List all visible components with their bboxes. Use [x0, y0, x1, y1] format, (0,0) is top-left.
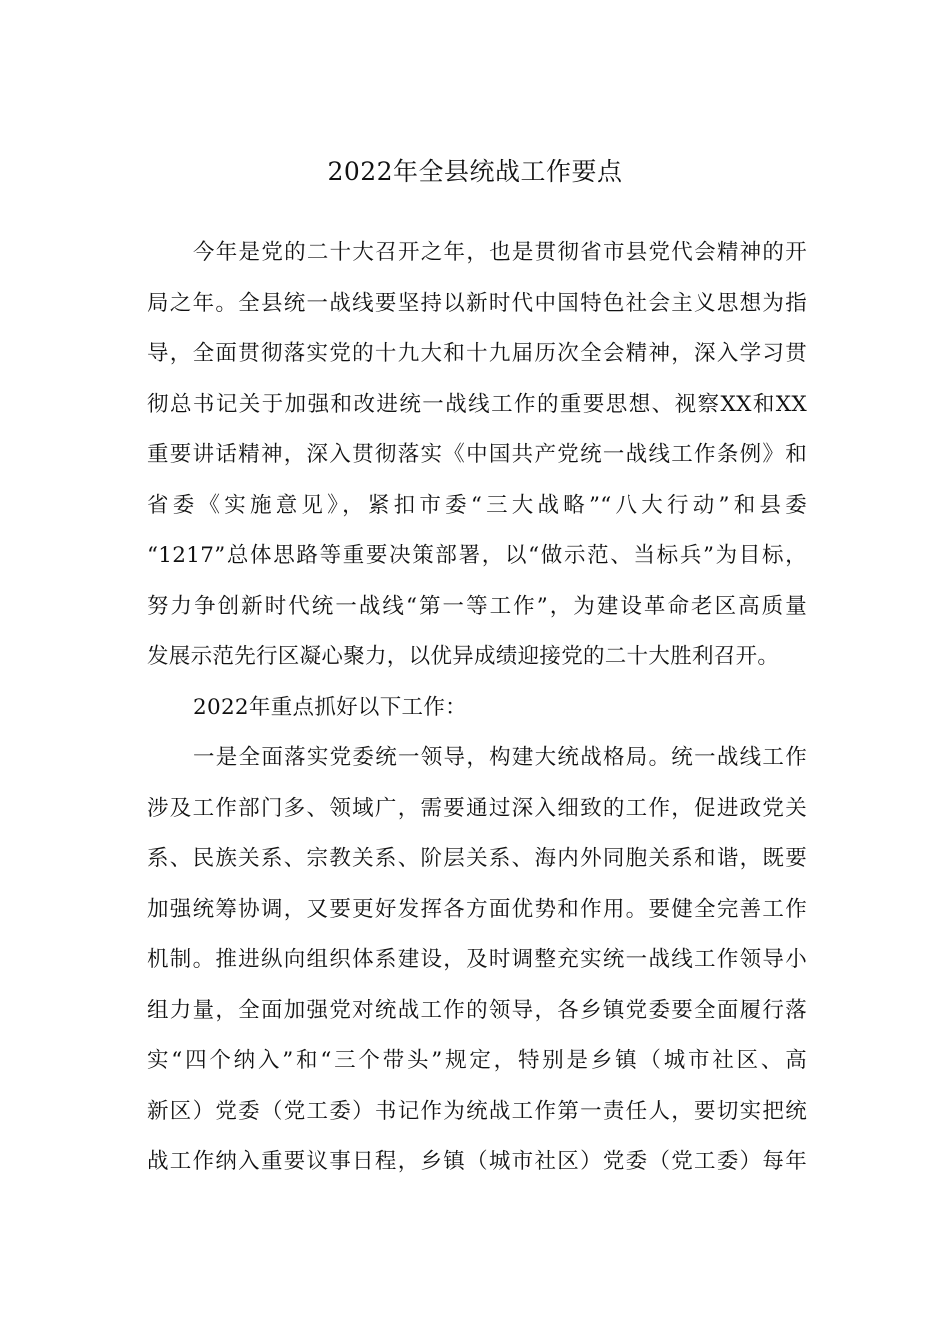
text-line: 导，全面贯彻落实党的十九大和十九届历次全会精神，深入学习贯 — [147, 341, 807, 366]
text-line: 加强统筹协调，又要更好发挥各方面优势和作用。要健全完善工作 — [147, 896, 807, 922]
text-line: 一是全面落实党委统一领导，构建大统战格局。统一战线工作 — [193, 745, 807, 770]
text-line: 重要讲话精神，深入贯彻落实《中国共产党统一战线工作条例》和 — [147, 442, 807, 467]
text-line: 实“四个纳入”和“三个带头”规定，特别是乡镇（城市社区、高 — [147, 1048, 807, 1073]
text-line: 发展示范先行区凝心聚力，以优异成绩迎接党的二十大胜利召开。 — [147, 644, 780, 669]
text-line: 省委《实施意见》，紧扣市委“三大战略”“八大行动”和县委 — [147, 492, 807, 518]
text-line: 机制。推进纵向组织体系建设，及时调整充实统一战线工作领导小 — [147, 947, 807, 972]
text-line: 战工作纳入重要议事日程，乡镇（城市社区）党委（党工委）每年 — [147, 1149, 807, 1174]
text-line: 涉及工作部门多、领域广，需要通过深入细致的工作，促进政党关 — [147, 795, 807, 821]
document-body — [147, 228, 807, 1188]
text-line: “1217”总体思路等重要决策部署，以“做示范、当标兵”为目标， — [147, 543, 807, 568]
text-line: 新区）党委（党工委）书记作为统战工作第一责任人，要切实把统 — [147, 1098, 807, 1124]
paragraph — [147, 733, 807, 1188]
text-line: 彻总书记关于加强和改进统一战线工作的重要思想、视察XX和XX — [147, 391, 807, 417]
paragraph — [147, 683, 807, 734]
text-line: 努力争创新时代统一战线“第一等工作”，为建设革命老区高质量 — [147, 593, 807, 619]
document-title: 2022年全县统战工作要点 — [327, 157, 623, 186]
text-line: 局之年。全县统一战线要坚持以新时代中国特色社会主义思想为指 — [147, 290, 807, 316]
text-line: 系、民族关系、宗教关系、阶层关系、海内外同胞关系和谐，既要 — [147, 846, 807, 871]
text-line: 组力量，全面加强党对统战工作的领导，各乡镇党委要全面履行落 — [147, 997, 807, 1023]
paragraph — [147, 228, 807, 683]
text-line: 2022年重点抓好以下工作： — [193, 694, 467, 720]
text-line: 今年是党的二十大召开之年，也是贯彻省市县党代会精神的开 — [193, 240, 807, 265]
